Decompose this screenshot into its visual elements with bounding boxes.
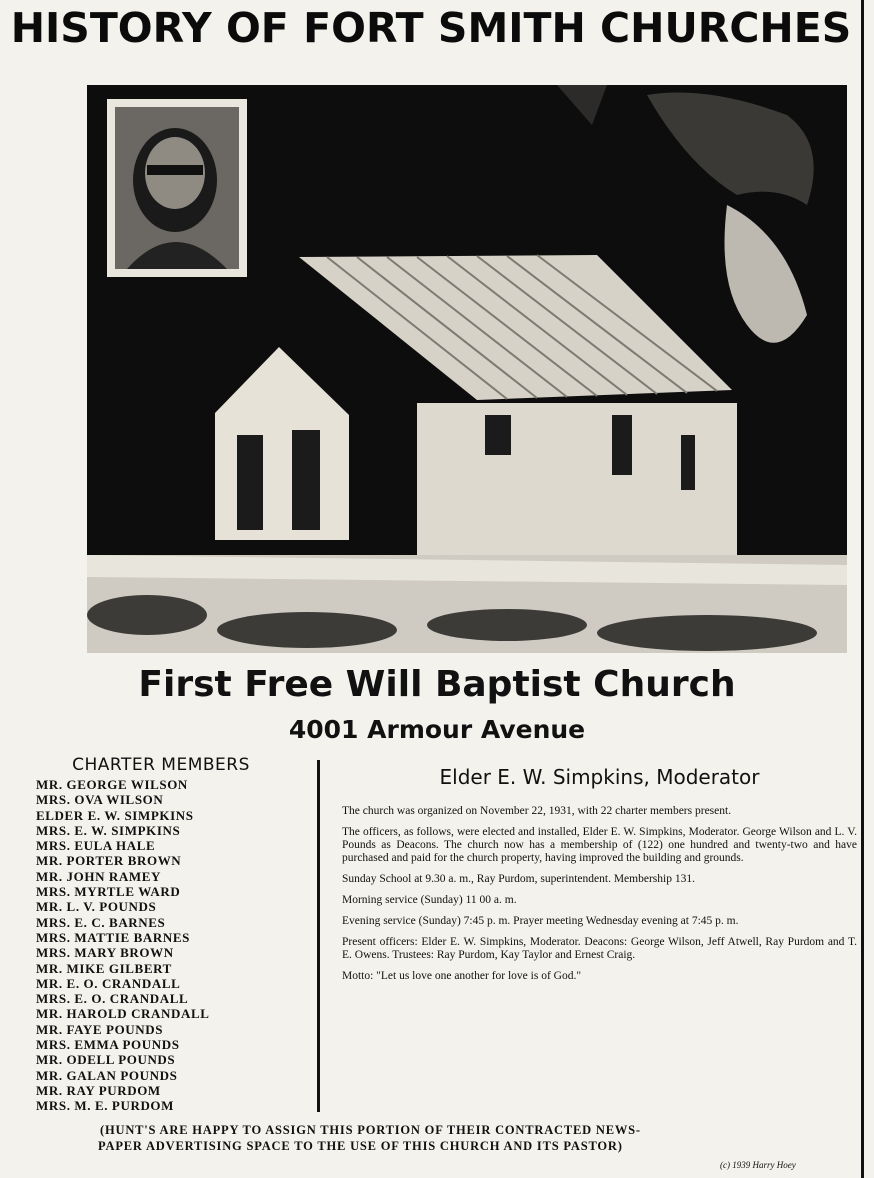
list-item: MRS. M. E. PURDOM [36, 1098, 175, 1114]
charter-members-list [36, 777, 316, 1114]
list-item: MR. FAYE POUNDS [36, 1021, 164, 1037]
list-item: MR. JOHN RAMEY [36, 868, 162, 884]
list-item: MRS. OVA WILSON [36, 792, 164, 808]
article-paragraph: The church was organized on November 22, 1931, with 22 charter members present. [342, 805, 732, 817]
list-item: MR. RAY PURDOM [36, 1082, 161, 1098]
list-item: MRS. MYRTLE WARD [36, 884, 181, 900]
list-item: MRS. E. C. BARNES [36, 914, 166, 930]
list-item: MR. ODELL POUNDS [36, 1052, 176, 1068]
sponsor-notice-line: (HUNT'S ARE HAPPY TO ASSIGN THIS PORTION OF THEIR CONTRACTED NEWS- [100, 1123, 641, 1137]
article-paragraph: Evening service (Sunday) 7:45 p. m. Prayer meeting Wednesday evening at 7:45 p. m. [342, 915, 739, 927]
column-divider [317, 760, 320, 1112]
church-name: First Free Will Baptist Church [138, 664, 736, 705]
list-item: MR. GEORGE WILSON [36, 777, 188, 792]
column-rule-right [861, 0, 864, 1178]
list-item: MRS. EMMA POUNDS [36, 1037, 180, 1053]
list-item: MRS. MARY BROWN [36, 945, 174, 961]
church-photo [87, 85, 847, 653]
list-item: ELDER E. W. SIMPKINS [36, 807, 194, 823]
list-item: MR. HAROLD CRANDALL [36, 1006, 210, 1022]
sponsor-notice-line: PAPER ADVERTISING SPACE TO THE USE OF THIS CHURCH AND ITS PASTOR) [98, 1139, 623, 1153]
church-motto: Motto: "Let us love one another for love is of God." [342, 970, 582, 982]
list-item: MRS. EULA HALE [36, 838, 156, 854]
church-photo-illustration [87, 85, 847, 653]
church-address: 4001 Armour Avenue [288, 715, 586, 744]
church-door [292, 430, 320, 530]
portrait-inset [107, 99, 247, 277]
list-item: MR. GALAN POUNDS [36, 1067, 178, 1083]
moderator-heading: Elder E. W. Simpkins, Moderator [439, 765, 760, 789]
charter-members [36, 755, 316, 1114]
article-paragraph: Present officers: Elder E. W. Simpkins, Moderator. Deacons: George Wilson, Jeff Atwell, Ray Purdom and T. E. Owens. Trustees: Ray Purdom, Kay Taylor and Ernest Craig. [342, 936, 857, 961]
list-item: MR. L. V. POUNDS [36, 899, 157, 915]
charter-members-heading: CHARTER MEMBERS [72, 755, 250, 775]
copyright-notice: (c) 1939 Harry Hoey [720, 1160, 796, 1170]
list-item: MR. E. O. CRANDALL [36, 975, 181, 991]
article-paragraph: The officers, as follows, were elected and installed, Elder E. W. Simpkins, Moderator. George Wilson and L. V. Pounds as Deacons. The church now has a membership of (122) one hundred and twenty-two and have purchased and paid for the church property, having improved the building and grounds. [342, 826, 857, 864]
list-item: MR. PORTER BROWN [36, 853, 182, 869]
headline: HISTORY OF FORT SMITH CHURCHES [10, 4, 852, 52]
list-item: MRS. MATTIE BARNES [36, 929, 190, 945]
sponsor-notice [30, 1122, 850, 1154]
article-paragraph: Morning service (Sunday) 11 00 a. m. [342, 894, 517, 906]
article-paragraph: Sunday School at 9.30 a. m., Ray Purdom, superintendent. Membership 131. [342, 873, 695, 885]
list-item: MRS. E. O. CRANDALL [36, 991, 189, 1007]
list-item: MRS. E. W. SIMPKINS [36, 822, 181, 838]
article-body [342, 765, 857, 991]
list-item: MR. MIKE GILBERT [36, 960, 172, 976]
